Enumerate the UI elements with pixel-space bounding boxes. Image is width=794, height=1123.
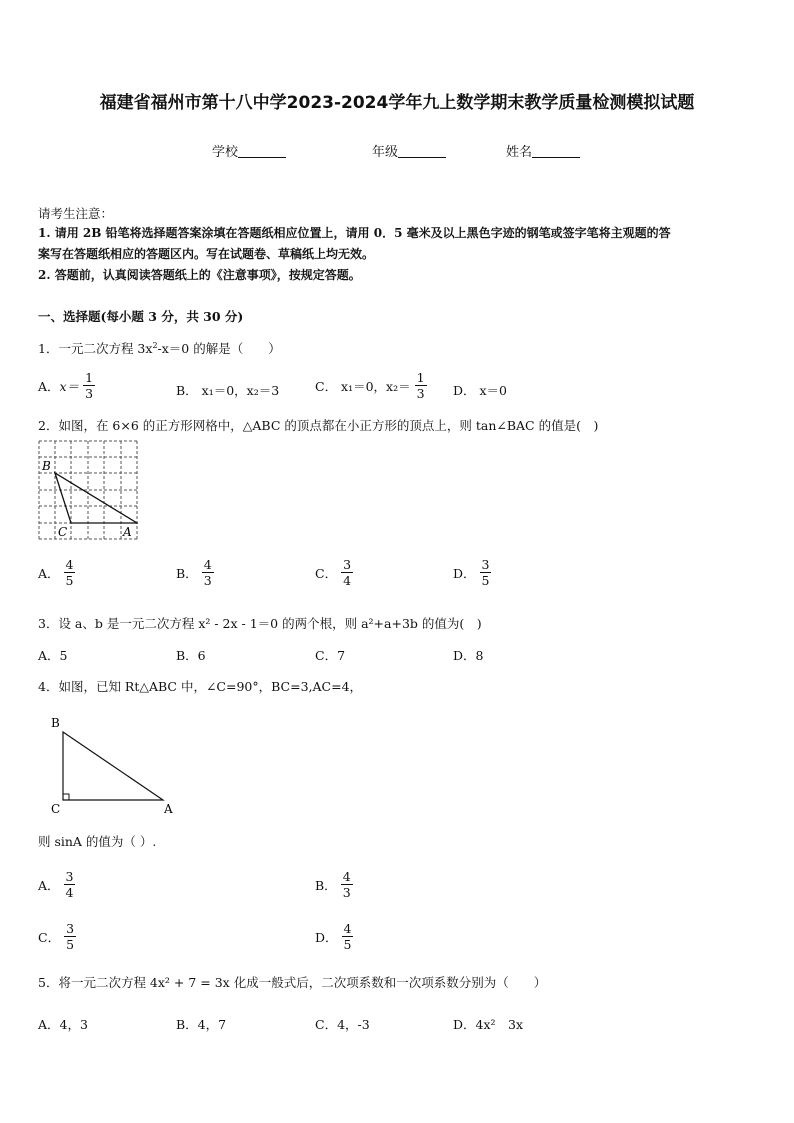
grade-field <box>372 141 446 160</box>
section-heading: 一、选择题(每小题 3 分，共 30 分) <box>38 309 244 324</box>
grade-blank <box>398 145 446 158</box>
q4-option-b: B． $\frac{4}{3}$ <box>315 869 351 900</box>
q2-option-d: D． $\frac{3}{5}$ <box>453 557 490 588</box>
q1-option-b: B． x₁＝0，x₂＝3 <box>176 383 280 398</box>
q1-stem: 1．一元二次方程 $3x^2-x=0$ 的解是（ ） <box>38 340 281 356</box>
q4-option-d: D． $\frac{4}{5}$ <box>315 921 352 952</box>
school-blank <box>238 145 286 158</box>
school-label: 学校 <box>212 145 239 160</box>
q2-grid-figure <box>38 440 138 540</box>
q5-option-a: A．4，3 <box>38 1017 88 1032</box>
grade-label: 年级 <box>372 145 399 160</box>
q4-question: 则 sinA 的值为（ ）. <box>38 834 157 849</box>
q4-triangle-figure <box>45 714 185 818</box>
q2-option-a: A． $\frac{4}{5}$ <box>38 557 74 588</box>
vertex-a-label: A <box>123 525 132 539</box>
right-angle-mark <box>63 794 69 800</box>
vertex-c-label: C <box>51 802 61 816</box>
vertex-a-label: A <box>164 802 173 816</box>
q1-option-c: C． x₁＝0，x₂＝ $\frac{1}{3}$ <box>315 370 425 401</box>
q5-option-b: B．4，7 <box>176 1017 227 1032</box>
notice-heading: 请考生注意： <box>38 206 114 221</box>
q3-stem: 3．设 a、b 是一元二次方程 x² - 2x - 1＝0 的两个根，则 a²+a+3b 的值为( ) <box>38 616 482 631</box>
school-field <box>212 141 286 160</box>
q4-stem: 4．如图，已知 Rt△ABC 中，∠C=90°，BC=3,AC=4， <box>38 679 363 694</box>
q5-stem: 5．将一元二次方程 4x² + 7 = 3x 化成一般式后，二次项系数和一次项系数分别为（ ） <box>38 975 547 990</box>
q3-option-c: C．7 <box>315 648 346 663</box>
q2-option-b: B． $\frac{4}{3}$ <box>176 557 212 588</box>
name-field <box>506 141 580 160</box>
notice-line-2: 案写在答题纸相应的答题区内。写在试题卷、草稿纸上均无效。 <box>38 247 375 261</box>
name-label: 姓名 <box>506 145 533 160</box>
triangle-abc <box>55 473 137 523</box>
name-blank <box>532 145 580 158</box>
q3-option-b: B．6 <box>176 648 206 663</box>
q4-option-a: A． $\frac{3}{4}$ <box>38 869 74 900</box>
q3-option-a: A．5 <box>38 648 68 663</box>
vertex-b-label: B <box>51 716 60 730</box>
q1-option-a: A． x＝ $\frac{1}{3}$ <box>38 370 94 401</box>
page-title: 福建省福州市第十八中学2023-2024学年九上数学期末教学质量检测模拟试题 <box>99 93 695 113</box>
q2-option-c: C． $\frac{3}{4}$ <box>315 557 352 588</box>
notice-line-1: 1. 请用 2B 铅笔将选择题答案涂填在答题纸相应位置上，请用 0．5 毫米及以上黑色字迹的钢笔或签字笔将主观题的答 <box>38 226 671 240</box>
vertex-b-label: B <box>42 459 51 473</box>
q5-option-c: C．4，-3 <box>315 1017 370 1032</box>
q2-stem: 2．如图，在 6×6 的正方形网格中，△ABC 的顶点都在小正方形的顶点上，则 tan∠BAC 的值是( ) <box>38 418 599 433</box>
q4-option-c: C． $\frac{3}{5}$ <box>38 921 75 952</box>
notice-line-3: 2. 答题前，认真阅读答题纸上的《注意事项》，按规定答题。 <box>38 268 361 282</box>
triangle-abc <box>63 732 163 800</box>
q1-option-d: D． x＝0 <box>453 383 507 398</box>
vertex-c-label: C <box>58 525 68 539</box>
q5-option-d: D．4x² 3x <box>453 1017 524 1032</box>
q3-option-d: D．8 <box>453 648 484 663</box>
